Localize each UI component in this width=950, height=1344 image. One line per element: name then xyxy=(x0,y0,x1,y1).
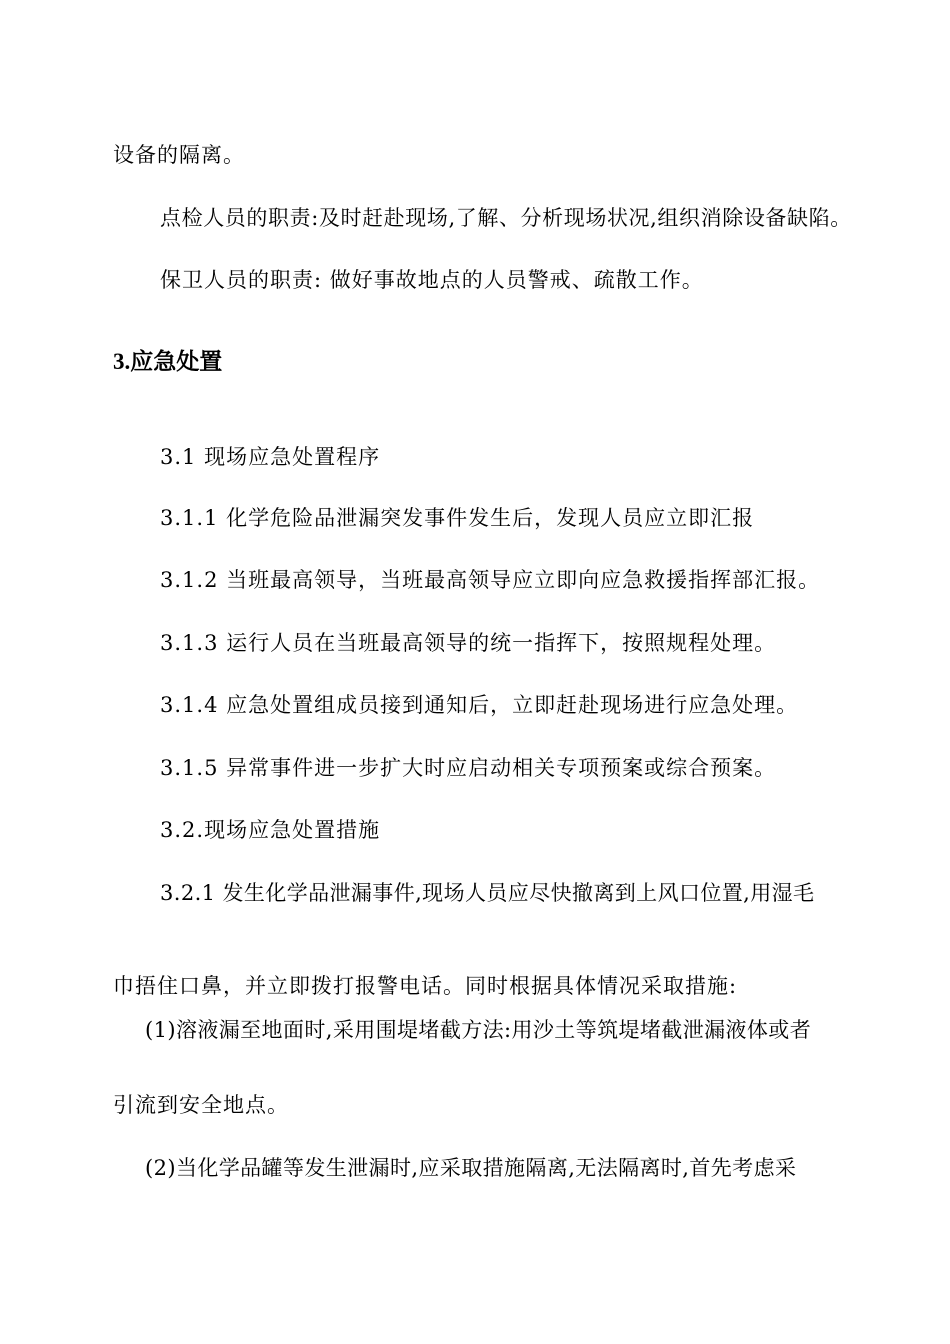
paragraph-line: 3.1.3 运行人员在当班最高领导的统一指挥下，按照规程处理。 xyxy=(160,631,777,655)
paragraph-line: 3.1.5 异常事件进一步扩大时应启动相关专项预案或综合预案。 xyxy=(160,756,777,780)
paragraph-line: (1)溶液漏至地面时,采用围堤堵截方法:用沙土等筑堤堵截泄漏液体或者 xyxy=(145,1018,812,1042)
paragraph-line: 3.2.现场应急处置措施 xyxy=(160,818,381,842)
paragraph-line: 3.1.2 当班最高领导，当班最高领导应立即向应急救援指挥部汇报。 xyxy=(160,568,821,592)
paragraph-line: 3.1 现场应急处置程序 xyxy=(160,445,381,469)
paragraph-line: 引流到安全地点。 xyxy=(113,1093,289,1117)
paragraph-line: 保卫人员的职责: 做好事故地点的人员警戒、疏散工作。 xyxy=(160,268,704,292)
paragraph-line: 3.2.1 发生化学品泄漏事件,现场人员应尽快撤离到上风口位置,用湿毛 xyxy=(160,881,815,905)
paragraph-line: (2)当化学品罐等发生泄漏时,应采取措施隔离,无法隔离时,首先考虑采 xyxy=(145,1156,797,1180)
paragraph-line: 3.1.1 化学危险品泄漏突发事件发生后，发现人员应立即汇报 xyxy=(160,506,755,530)
paragraph-line: 点检人员的职责:及时赶赴现场,了解、分析现场状况,组织消除设备缺陷。 xyxy=(160,206,852,230)
paragraph-line: 巾捂住口鼻，并立即拨打报警电话。同时根据具体情况采取措施: xyxy=(113,974,738,998)
paragraph-line: 3.1.4 应急处置组成员接到通知后，立即赶赴现场进行应急处理。 xyxy=(160,693,799,717)
paragraph-line: 设备的隔离。 xyxy=(113,143,245,167)
section-heading: 3.应急处置 xyxy=(113,349,223,374)
